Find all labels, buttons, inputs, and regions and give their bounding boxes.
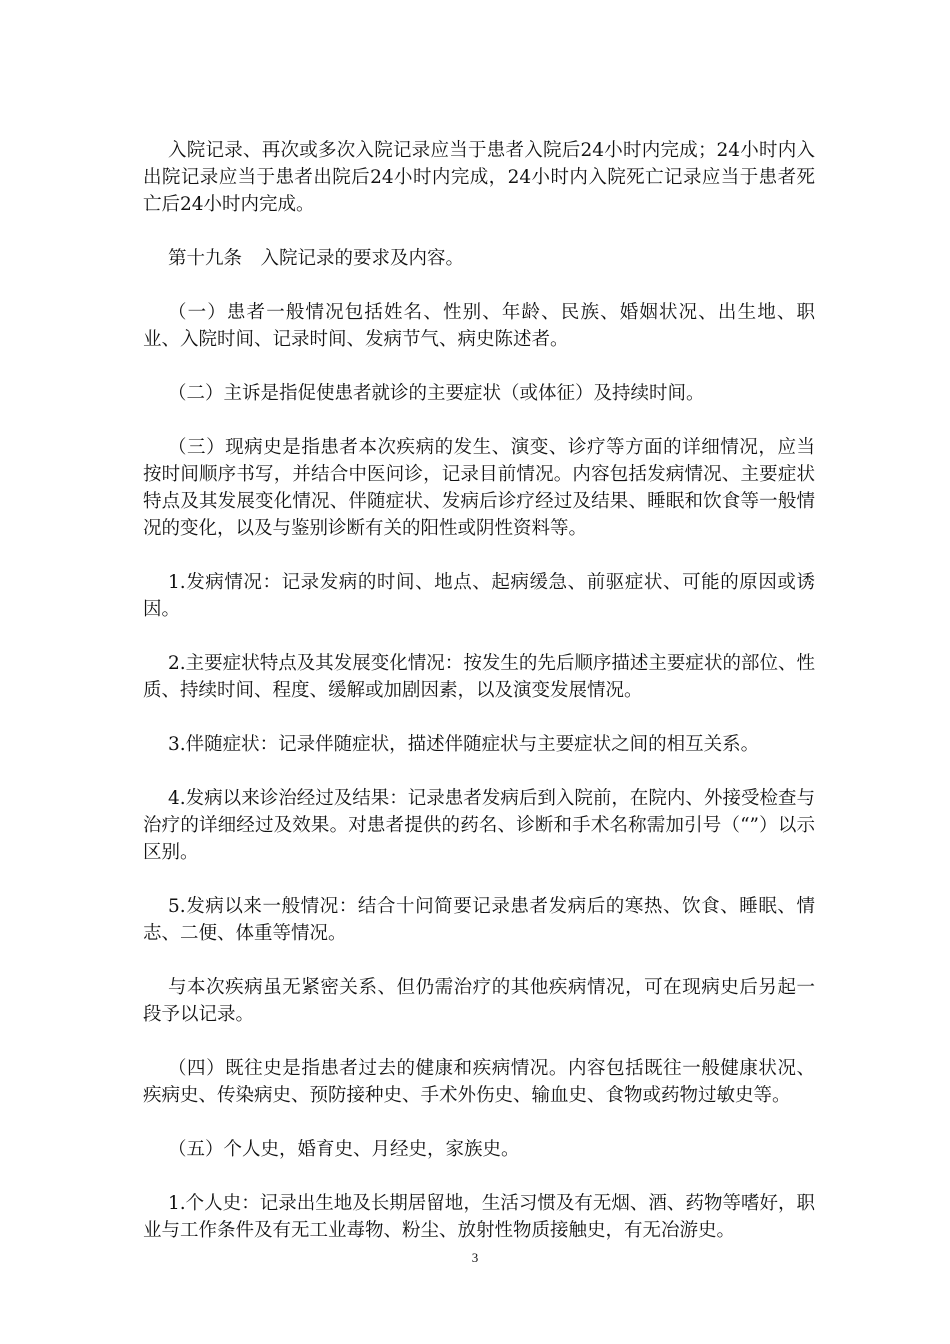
paragraph-present-illness: （三）现病史是指患者本次疾病的发生、演变、诊疗等方面的详细情况，应当按时间顺序书写，并结合中医问诊，记录目前情况。内容包括发病情况、主要症状特点及其发展变化情况、伴随症状、发病后诊疗经过及结果、睡眠和饮食等一般情况的变化，以及与鉴别诊断有关的阳性或阴性资料等。 bbox=[143, 437, 815, 539]
article-19-heading: 第十九条 入院记录的要求及内容。 bbox=[168, 248, 465, 269]
paragraph-main-symptoms: 2.主要症状特点及其发展变化情况：按发生的先后顺序描述主要症状的部位、性质、持续时间、程度、缓解或加剧因素，以及演变发展情况。 bbox=[143, 653, 815, 701]
paragraph-past-history: （四）既往史是指患者过去的健康和疾病情况。内容包括既往一般健康状况、疾病史、传染病史、预防接种史、手术外伤史、输血史、食物或药物过敏史等。 bbox=[143, 1058, 815, 1106]
paragraph-onset: 1.发病情况：记录发病的时间、地点、起病缓急、前驱症状、可能的原因或诱因。 bbox=[143, 572, 815, 620]
paragraph-admission-time-limits: 入院记录、再次或多次入院记录应当于患者入院后24小时内完成；24小时内入出院记录应当于患者出院后24小时内完成，24小时内入院死亡记录应当于患者死亡后24小时内完成。 bbox=[143, 140, 815, 215]
paragraph-other-diseases: 与本次疾病虽无紧密关系、但仍需治疗的其他疾病情况，可在现病史后另起一段予以记录。 bbox=[143, 977, 815, 1025]
paragraph-personal-history-heading: （五）个人史，婚育史、月经史，家族史。 bbox=[168, 1139, 520, 1160]
paragraph-personal-history: 1.个人史：记录出生地及长期居留地，生活习惯及有无烟、酒、药物等嗜好，职业与工作条件及有无工业毒物、粉尘、放射性物质接触史，有无冶游史。 bbox=[143, 1193, 815, 1241]
paragraph-accompanying-symptoms: 3.伴随症状：记录伴随症状，描述伴随症状与主要症状之间的相互关系。 bbox=[168, 734, 760, 755]
page-number: 3 bbox=[471, 1250, 479, 1265]
paragraph-general-condition: 5.发病以来一般情况：结合十问简要记录患者发病后的寒热、饮食、睡眠、情志、二便、体重等情况。 bbox=[143, 896, 815, 944]
paragraph-chief-complaint: （二）主诉是指促使患者就诊的主要症状（或体征）及持续时间。 bbox=[168, 383, 705, 404]
paragraph-treatment-history: 4.发病以来诊治经过及结果：记录患者发病后到入院前，在院内、外接受检查与治疗的详细经过及效果。对患者提供的药名、诊断和手术名称需加引号（“”）以示区别。 bbox=[143, 788, 815, 863]
document-body bbox=[143, 137, 815, 1244]
paragraph-general-info: （一）患者一般情况包括姓名、性别、年龄、民族、婚姻状况、出生地、职业、入院时间、记录时间、发病节气、病史陈述者。 bbox=[143, 302, 815, 350]
